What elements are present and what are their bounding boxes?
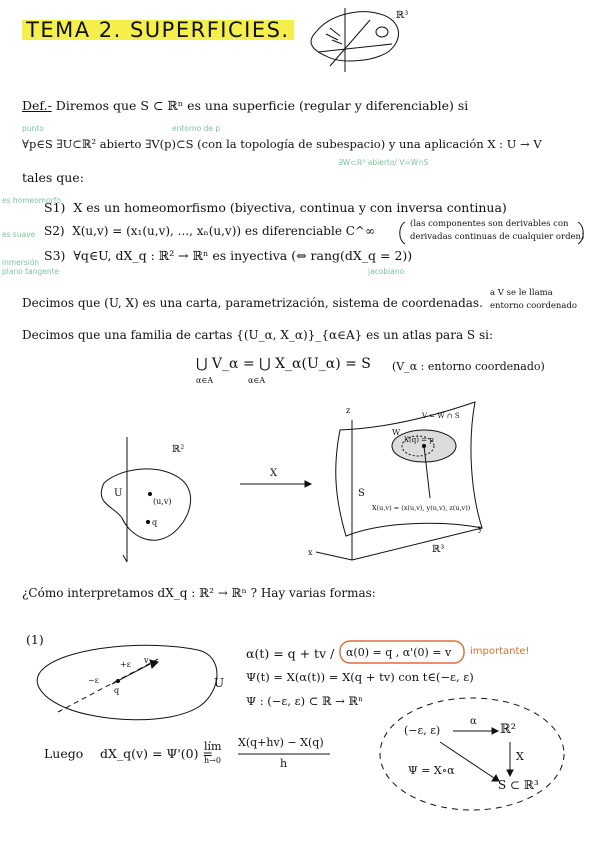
s3-note-jacobiano: jacobiano (368, 267, 405, 276)
derivative-expr: dX_q(v) = Ψ'(0) = (100, 746, 213, 761)
definition-line-1 (22, 98, 468, 113)
alpha-condition: α(0) = q , α'(0) = v (346, 646, 452, 659)
fig-r3-label: ℝ³ (432, 544, 445, 555)
fig-w-label: W (392, 428, 401, 437)
definition-line-2: ∀p∈S ∃U⊂ℝ² abierto ∃V(p)⊂S (con la topología de subespacio) y una aplicación X : U → V (22, 137, 542, 151)
definition-line-3: tales que: (22, 170, 84, 185)
fraction-numerator: X(q+hv) − X(q) (238, 736, 324, 749)
s3-label: S3) (44, 248, 66, 263)
fig-param-label: X(u,v) = (x(u,v), y(u,v), z(u,v)) (372, 504, 471, 512)
domain-figure (101, 437, 190, 562)
atlas-line: Decimos que una familia de cartas {(U_α, X_α)}_{α∈A} es un atlas para S si: (22, 328, 493, 342)
note-punto: punto (22, 124, 44, 133)
s1-line (44, 200, 507, 215)
note-subespacio: ∃W⊂ℝ³ abierto/ V=W∩S (338, 158, 429, 167)
lim-label: lím (204, 740, 222, 753)
fig-axis-z: z (346, 406, 351, 415)
psi-def: Ψ(t) = X(α(t)) = X(q + tv) con t∈(−ε, ε) (246, 670, 474, 684)
s2-note: es suave (2, 230, 36, 239)
important-note: importante! (470, 646, 530, 657)
s2-line (44, 224, 375, 238)
commutative-diagram-frame (380, 698, 564, 810)
note-entorno: entorno de p (172, 124, 221, 133)
lim-sub: h→0 (204, 756, 221, 765)
s2-paren-2: derivadas continuas de cualquier orden) (410, 232, 585, 242)
diagram-psi: Ψ = X∘α (408, 764, 455, 777)
carta-paren-2: entorno coordenado (490, 301, 578, 311)
page-title: TEMA 2. SUPERFICIES. (22, 18, 294, 42)
q-label: q (114, 686, 120, 695)
part1-label: (1) (26, 632, 44, 647)
eps-plus-label: +ε (120, 660, 131, 669)
luego-label: Luego (44, 746, 84, 761)
diagram-x: X (516, 750, 524, 763)
part1-blob (37, 645, 217, 719)
fig-q-label: q (152, 518, 158, 527)
diagram-target: S ⊂ ℝ³ (498, 778, 539, 792)
s3-text: ∀q∈U, dX_q : ℝ² → ℝⁿ es inyectiva (⇔ rang(dX_q = 2)) (73, 248, 413, 263)
carta-line: Decimos que (U, X) es una carta, parametrización, sistema de coordenadas. (22, 296, 483, 310)
fig-s-label: S (358, 488, 365, 499)
diagram-alpha: α (470, 716, 477, 727)
s2-text: X(u,v) = (x₁(u,v), ..., xₙ(u,v)) es diferenciable C^∞ (72, 224, 375, 238)
psi-map: Ψ : (−ε, ε) ⊂ ℝ → ℝⁿ (246, 694, 364, 708)
union-note: (V_α : entorno coordenado) (392, 360, 545, 373)
alpha-def: α(t) = q + tv / (246, 646, 335, 661)
fig-axis-x: x (308, 548, 313, 557)
fig-u-label: U (114, 488, 123, 499)
definition-label: Def.- (22, 98, 52, 113)
blob-u-label: U (214, 676, 225, 690)
v-label: v (144, 656, 149, 665)
question-line: ¿Cómo interpretamos dX_q : ℝ² → ℝⁿ ? Hay varias formas: (22, 586, 376, 600)
diagram-domain: (−ε, ε) (404, 724, 441, 737)
header-r3-label: ℝ³ (396, 10, 409, 21)
union-index-2: α∈A (248, 376, 266, 385)
fraction-denominator: h (280, 757, 288, 770)
carta-paren-1: a V se le llama (490, 288, 553, 298)
s2-paren-1: (las componentes son derivables con (410, 219, 569, 229)
surface-figure (316, 402, 482, 560)
definition-text: Diremos que S ⊂ ℝⁿ es una superficie (regular y diferenciable) si (55, 98, 469, 113)
s3-line (44, 248, 412, 263)
s1-note: es homeomorfo (2, 196, 61, 205)
diagram-r2: ℝ² (500, 722, 517, 737)
s1-label: S1) (44, 200, 66, 215)
fig-xq-label: X(q) = p (404, 436, 434, 444)
fig-r2-label: ℝ² (172, 444, 185, 455)
fig-axis-y: y (478, 524, 483, 533)
s1-text: X es un homeomorfismo (biyectiva, continua y con inversa continua) (73, 200, 507, 215)
s2-label: S2) (44, 224, 65, 238)
fig-uv-label: (u,v) (153, 497, 172, 506)
eps-minus-label: −ε (88, 676, 99, 685)
header-surface-sketch (311, 8, 398, 72)
s3-note-1: inmersión (2, 258, 40, 267)
union-index-1: α∈A (196, 376, 214, 385)
union-formula: ⋃ V_α = ⋃ X_α(U_α) = S (196, 356, 371, 372)
s3-note-2: plano tangente (2, 267, 60, 276)
fig-x-arrow-label: X (270, 468, 278, 479)
fig-v-eq-label: V = W ∩ S (422, 412, 460, 420)
